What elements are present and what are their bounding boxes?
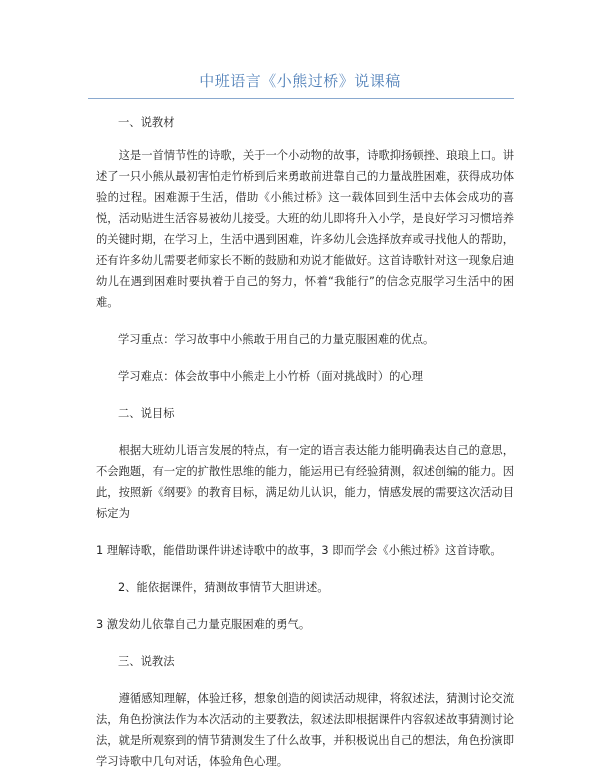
methods-paragraph: 遵循感知理解，体验迁移，想象创造的阅读活动规律，将叙述法，猜测讨论交流法，角色扮演法作为本次活动的主要教法，叙述法即根据课件内容叙述故事猜测讨论法，就是所观察到的情节猜测发生了什么故事，并积极说出自己的想法，角色扮演即学习诗歌中几句对话，体验角色心理。 xyxy=(96,692,514,768)
section-heading-materials: 一、说教材 xyxy=(118,116,175,129)
materials-paragraph: 这是一首情节性的诗歌，关于一个小动物的故事，诗歌抑扬顿挫、琅琅上口。讲述了一只小熊从最初害怕走竹桥到后来勇敢前进靠自己的力量战胜困难，获得成功体验的过程。困难源于生活，借助《小熊过桥》这一载体回到生活中去体会成功的喜悦，活动贴进生活容易被幼儿接受。大班的幼儿即将升入小学，是良好学习习惯培养的关键时期，在学习上，生活中遇到困难，许多幼儿会选择放弃或寻找他人的帮助，还有许多幼儿需要老师家长不断的鼓励和劝说才能做好。这首诗歌针对这一现象启迪幼儿在遇到困难时要执着于自己的努力，怀着“我能行”的信念克服学习生活中的困难。 xyxy=(96,149,514,309)
title-divider xyxy=(88,98,514,99)
goal-item-2: 2、能依据课件，猜测故事情节大胆讲述。 xyxy=(118,581,329,594)
page-title: 中班语言《小熊过桥》说课稿 xyxy=(199,72,401,90)
goals-paragraph: 根据大班幼儿语言发展的特点，有一定的语言表达能力能明确表达自己的意思，不会跑题，有一定的扩散性思维的能力，能运用已有经验猜测，叙述创编的能力。因此，按照新《纲要》的教育目标，满足幼儿认识，能力，情感发展的需要这次活动目标定为 xyxy=(96,444,514,520)
goal-item-3: 3 激发幼儿依靠自己力量克服困难的勇气。 xyxy=(96,618,311,631)
document-body xyxy=(96,112,514,772)
section-heading-methods: 三、说教法 xyxy=(118,655,175,668)
key-point: 学习重点：学习故事中小熊敢于用自己的力量克服困难的优点。 xyxy=(118,333,435,346)
goal-item-1: 1 理解诗歌，能借助课件讲述诗歌中的故事，3 即而学会《小熊过桥》这首诗歌。 xyxy=(96,544,502,557)
section-heading-goals: 二、说目标 xyxy=(118,407,175,420)
difficult-point: 学习难点：体会故事中小熊走上小竹桥（面对挑战时）的心理 xyxy=(118,370,424,383)
